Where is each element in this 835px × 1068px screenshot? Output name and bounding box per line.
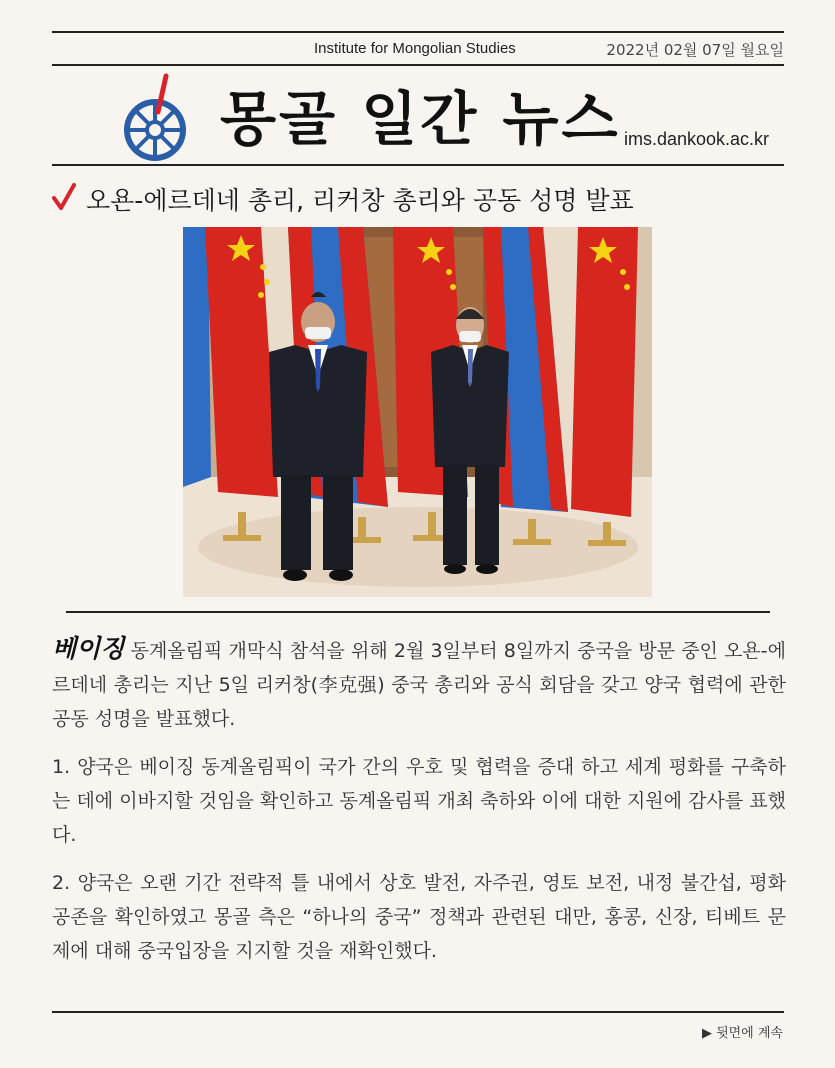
wheel-logo-icon xyxy=(122,72,192,162)
article-headline: 오욘-에르데네 총리, 리커창 총리와 공동 성명 발표 xyxy=(86,186,634,215)
top-rule xyxy=(52,31,784,33)
article-body xyxy=(52,632,786,982)
bottom-rule xyxy=(52,1011,784,1013)
site-url[interactable]: ims.dankook.ac.kr xyxy=(624,129,770,149)
headline-row xyxy=(52,180,784,220)
newspaper-title: 몽골 일간 뉴스 xyxy=(220,85,621,153)
issue-date: 2022년 02월 07일 월요일 xyxy=(606,41,784,59)
masthead xyxy=(52,66,784,164)
dateline: 베이징 xyxy=(52,634,125,663)
article-lead-paragraph xyxy=(52,632,786,736)
continue-notice[interactable]: ▶ 뒷면에 계속 xyxy=(701,1026,783,1041)
article-point-1: 1. 양국은 베이징 동계올림픽이 국가 간의 우호 및 협력을 증대 하고 세계 평화를 구축하는 데에 이바지할 것임을 확인하고 동계올림픽 개최 축하와 이에 대한 지원에 감사를 표했다. xyxy=(52,756,786,846)
photo-bottom-rule xyxy=(66,611,770,613)
masthead-bottom-rule xyxy=(52,164,784,166)
meeting-photo xyxy=(183,227,652,597)
article-point-2: 2. 양국은 오랜 기간 전략적 틀 내에서 상호 발전, 자주권, 영토 보전, 내정 불간섭, 평화 공존을 확인하였고 몽골 측은 “하나의 중국” 정책과 관련된 대만, 홍콩, 신장, 티베트 문제에 대해 중국입장을 지지할 것을 재확인했다. xyxy=(52,872,786,962)
top-bar xyxy=(52,36,784,64)
article-lead: 동계올림픽 개막식 참석을 위해 2월 3일부터 8일까지 중국을 방문 중인 오욘-에르데네 총리는 지난 5일 리커창(李克强) 중국 총리와 공식 회담을 갖고 양국 협력에 관한 공동 성명을 발표했다. xyxy=(52,640,786,730)
institute-name: Institute for Mongolian Studies xyxy=(314,40,516,57)
checkmark-icon xyxy=(52,182,76,212)
